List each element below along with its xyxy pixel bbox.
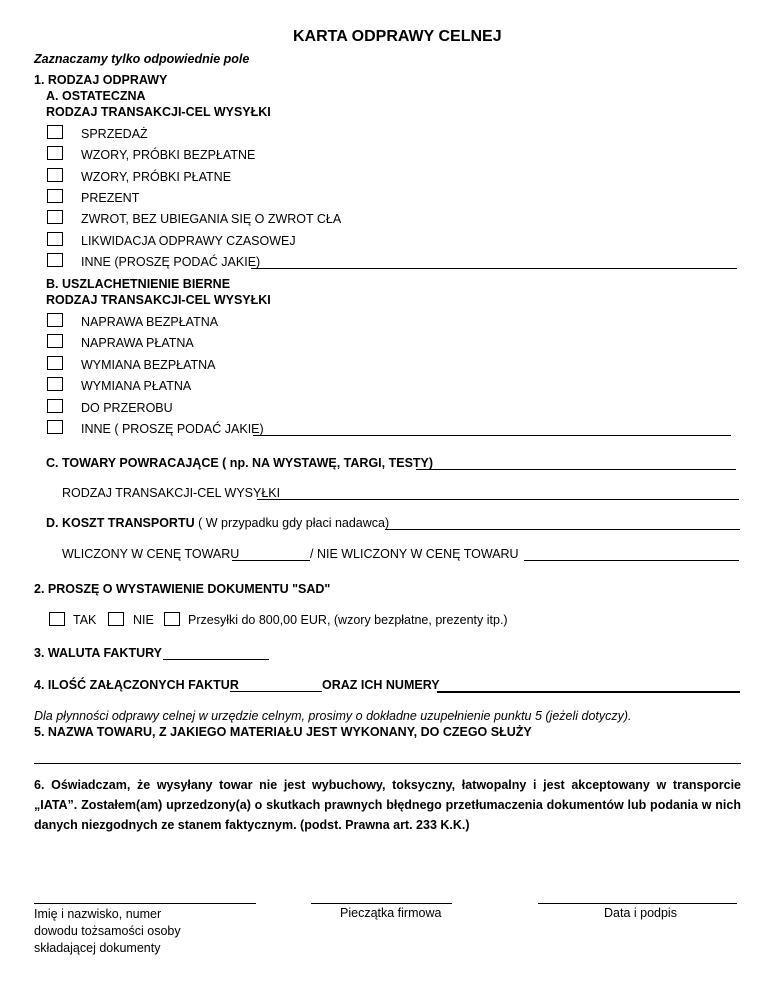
returning-goods-input-line[interactable] xyxy=(416,469,736,470)
option-label-gift: PREZENT xyxy=(81,191,140,205)
stamp-caption: Pieczątka firmowa xyxy=(340,906,442,920)
checkbox-sad-yes[interactable] xyxy=(49,612,65,626)
checkbox-free-samples[interactable] xyxy=(47,146,63,160)
checkbox-free-exchange[interactable] xyxy=(47,356,63,370)
sad-no-label: NIE xyxy=(133,613,154,627)
invoice-count-input-line[interactable] xyxy=(230,691,322,692)
checkbox-free-repair[interactable] xyxy=(47,313,63,327)
currency-input-line[interactable] xyxy=(163,659,269,660)
transport-not-included-label: / NIE WLICZONY W CENĘ TOWARU xyxy=(310,547,519,561)
section-1b-heading: B. USZLACHETNIENIE BIERNE xyxy=(46,277,231,291)
option-label-other-a: INNE (PROSZĘ PODAĆ JAKIE) xyxy=(81,255,261,269)
section-3-heading: 3. WALUTA FAKTURY xyxy=(34,646,163,660)
option-label-paid-repair: NAPRAWA PŁATNA xyxy=(81,336,194,350)
checkbox-processing[interactable] xyxy=(47,399,63,413)
section-1d-heading-bold: D. KOSZT TRANSPORTU xyxy=(46,516,195,530)
option-label-temporary-clearance: LIKWIDACJA ODPRAWY CZASOWEJ xyxy=(81,234,296,248)
option-label-free-exchange: WYMIANA BEZPŁATNA xyxy=(81,358,216,372)
name-id-caption xyxy=(34,906,181,957)
section-1c-heading: C. TOWARY POWRACAJĄCE ( np. NA WYSTAWĘ, TARGI, TESTY) xyxy=(46,456,434,470)
option-label-paid-samples: WZORY, PRÓBKI PŁATNE xyxy=(81,170,232,184)
checkbox-gift[interactable] xyxy=(47,189,63,203)
checkbox-other-b[interactable] xyxy=(47,420,63,434)
section-1a-subheading: RODZAJ TRANSAKCJI-CEL WYSYŁKI xyxy=(46,105,271,119)
section-5-note: Dla płynności odprawy celnej w urzędzie celnym, prosimy o dokładne uzupełnienie punktu 5 (jeżeli dotyczy). xyxy=(34,709,632,723)
returning-goods-purpose-input-line[interactable] xyxy=(257,499,739,500)
small-shipment-label: Przesyłki do 800,00 EUR, (wzory bezpłatne, prezenty itp.) xyxy=(188,613,508,627)
transport-cost-input-line[interactable] xyxy=(385,529,740,530)
name-id-caption-line-1: Imię i nazwisko, numer xyxy=(34,907,162,921)
checkbox-sale[interactable] xyxy=(47,125,63,139)
section-1c-subheading: RODZAJ TRANSAKCJI-CEL WYSYŁKI xyxy=(62,486,281,500)
option-label-free-samples: WZORY, PRÓBKI BEZPŁATNE xyxy=(81,148,256,162)
other-b-input-line[interactable] xyxy=(253,435,731,436)
declaration-text: 6. Oświadczam, że wysyłany towar nie jest wybuchowy, toksyczny, łatwopalny i jest akceptowany w transporcie „IATA”. Zostałem(am) uprzedzony(a) o skutkach prawnych błędnego przetłumaczenia dokumentów lub podania w nich danych niezgodnych ze stanem faktycznym. (podst. Prawna art. 233 K.K.) xyxy=(34,778,741,832)
date-signature-line[interactable] xyxy=(538,903,737,904)
stamp-line[interactable] xyxy=(311,903,452,904)
checkbox-paid-repair[interactable] xyxy=(47,334,63,348)
section-4-heading: 4. ILOŚĆ ZAŁĄCZONYCH FAKTUR xyxy=(34,678,239,692)
option-label-processing: DO PRZEROBU xyxy=(81,401,173,415)
section-1a-heading: A. OSTATECZNA xyxy=(46,89,146,103)
checkbox-paid-samples[interactable] xyxy=(47,168,63,182)
checkbox-paid-exchange[interactable] xyxy=(47,377,63,391)
section-1-heading: 1. RODZAJ ODPRAWY xyxy=(34,73,168,87)
checkbox-other-a[interactable] xyxy=(47,253,63,267)
transport-not-included-input-line[interactable] xyxy=(524,560,739,561)
date-signature-caption: Data i podpis xyxy=(604,906,677,920)
name-id-caption-line-2: dowodu tożsamości osoby xyxy=(34,924,181,938)
option-label-sale: SPRZEDAŻ xyxy=(81,127,148,141)
checkbox-temporary-clearance[interactable] xyxy=(47,232,63,246)
instruction: Zaznaczamy tylko odpowiednie pole xyxy=(34,52,250,66)
checkbox-return-no-refund[interactable] xyxy=(47,210,63,224)
option-label-paid-exchange: WYMIANA PŁATNA xyxy=(81,379,192,393)
option-label-free-repair: NAPRAWA BEZPŁATNA xyxy=(81,315,219,329)
option-label-other-b: INNE ( PROSZĘ PODAĆ JAKIE) xyxy=(81,422,264,436)
sad-yes-label: TAK xyxy=(73,613,97,627)
section-1d-heading xyxy=(46,516,389,530)
checkbox-sad-no[interactable] xyxy=(108,612,124,626)
checkbox-small-shipment[interactable] xyxy=(164,612,180,626)
invoice-numbers-input-line[interactable] xyxy=(437,691,740,693)
name-signature-line[interactable] xyxy=(34,903,256,904)
section-5-heading: 5. NAZWA TOWARU, Z JAKIEGO MATERIAŁU JEST WYKONANY, DO CZEGO SŁUŻY xyxy=(34,725,532,739)
goods-description-input-line[interactable] xyxy=(34,763,741,764)
transport-included-input-line[interactable] xyxy=(232,560,310,561)
page-title: KARTA ODPRAWY CELNEJ xyxy=(293,28,502,45)
section-1b-subheading: RODZAJ TRANSAKCJI-CEL WYSYŁKI xyxy=(46,293,271,307)
option-label-return-no-refund: ZWROT, BEZ UBIEGANIA SIĘ O ZWROT CŁA xyxy=(81,212,342,226)
section-4-heading-numbers: ORAZ ICH NUMERY xyxy=(322,678,440,692)
transport-included-label: WLICZONY W CENĘ TOWARU xyxy=(62,547,240,561)
section-1d-heading-note: ( W przypadku gdy płaci nadawca) xyxy=(194,516,390,530)
other-a-input-line[interactable] xyxy=(251,268,737,269)
section-2-heading: 2. PROSZĘ O WYSTAWIENIE DOKUMENTU "SAD" xyxy=(34,582,331,596)
name-id-caption-line-3: składającej dokumenty xyxy=(34,941,161,955)
